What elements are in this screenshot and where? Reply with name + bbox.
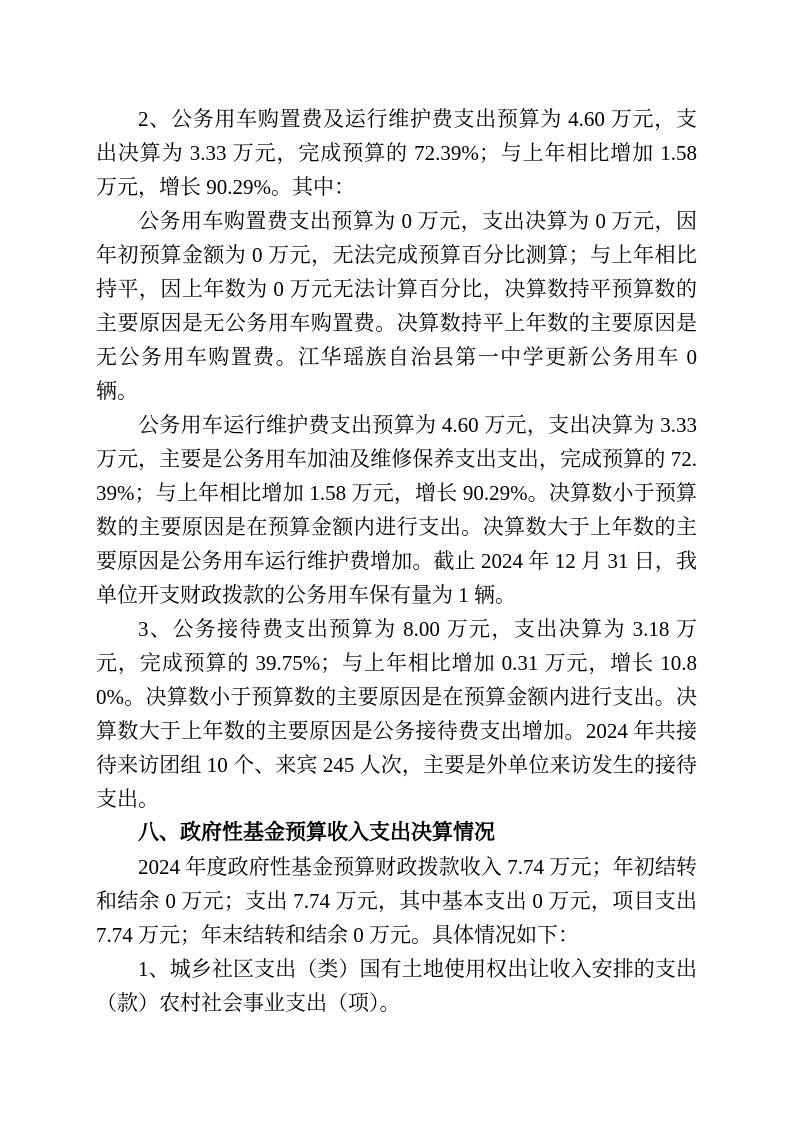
paragraph-gov-fund-summary: 2024 年度政府性基金预算财政拨款收入 7.74 万元；年初结转和结余 0 万元；支出 7.74 万元，其中基本支出 0 万元，项目支出 7.74 万元；年末结转和结余 0 万元。具体情况如下： <box>96 855 697 947</box>
paragraph-official-reception: 3、公务接待费支出预算为 8.00 万元，支出决算为 3.18 万元，完成预算的 39.75%；与上年相比增加 0.31 万元，增长 10.80%。决算数小于预算数的主要原因是在预算金额内进行支出。决算数大于上年数的主要原因是公务接待费支出增加。2024 年共接待来访团组 10 个、来宾 245 人次，主要是外单位来访发生的接待支出。 <box>96 617 697 811</box>
paragraph-gov-fund-item-1: 1、城乡社区支出（类）国有土地使用权出让收入安排的支出（款）农村社会事业支出（项）。 <box>96 957 697 1015</box>
document-content <box>96 102 697 1020</box>
paragraph-vehicle-total: 2、公务用车购置费及运行维护费支出预算为 4.60 万元，支出决算为 3.33 万元，完成预算的 72.39%；与上年相比增加 1.58 万元，增长 90.29%。其中： <box>96 107 697 199</box>
paragraph-vehicle-purchase: 公务用车购置费支出预算为 0 万元，支出决算为 0 万元，因年初预算金额为 0 万元，无法完成预算百分比测算；与上年相比持平，因上年数为 0 万元无法计算百分比，决算数持平预算数的主要原因是无公务用车购置费。决算数持平上年数的主要原因是无公务用车购置费。江华瑶族自治县第一中学更新公务用车 0 辆。 <box>96 209 697 403</box>
section-heading-gov-fund: 八、政府性基金预算收入支出决算情况 <box>138 821 495 844</box>
paragraph-vehicle-maintenance: 公务用车运行维护费支出预算为 4.60 万元，支出决算为 3.33 万元，主要是公务用车加油及维修保养支出支出，完成预算的 72.39%；与上年相比增加 1.58 万元，增长 90.29%。决算数小于预算数的主要原因是在预算金额内进行支出。决算数大于上年数的主要原因是公务用车运行维护费增加。截止 2024 年 12 月 31 日，我单位开支财政拨款的公务用车保有量为 1 辆。 <box>96 413 697 607</box>
